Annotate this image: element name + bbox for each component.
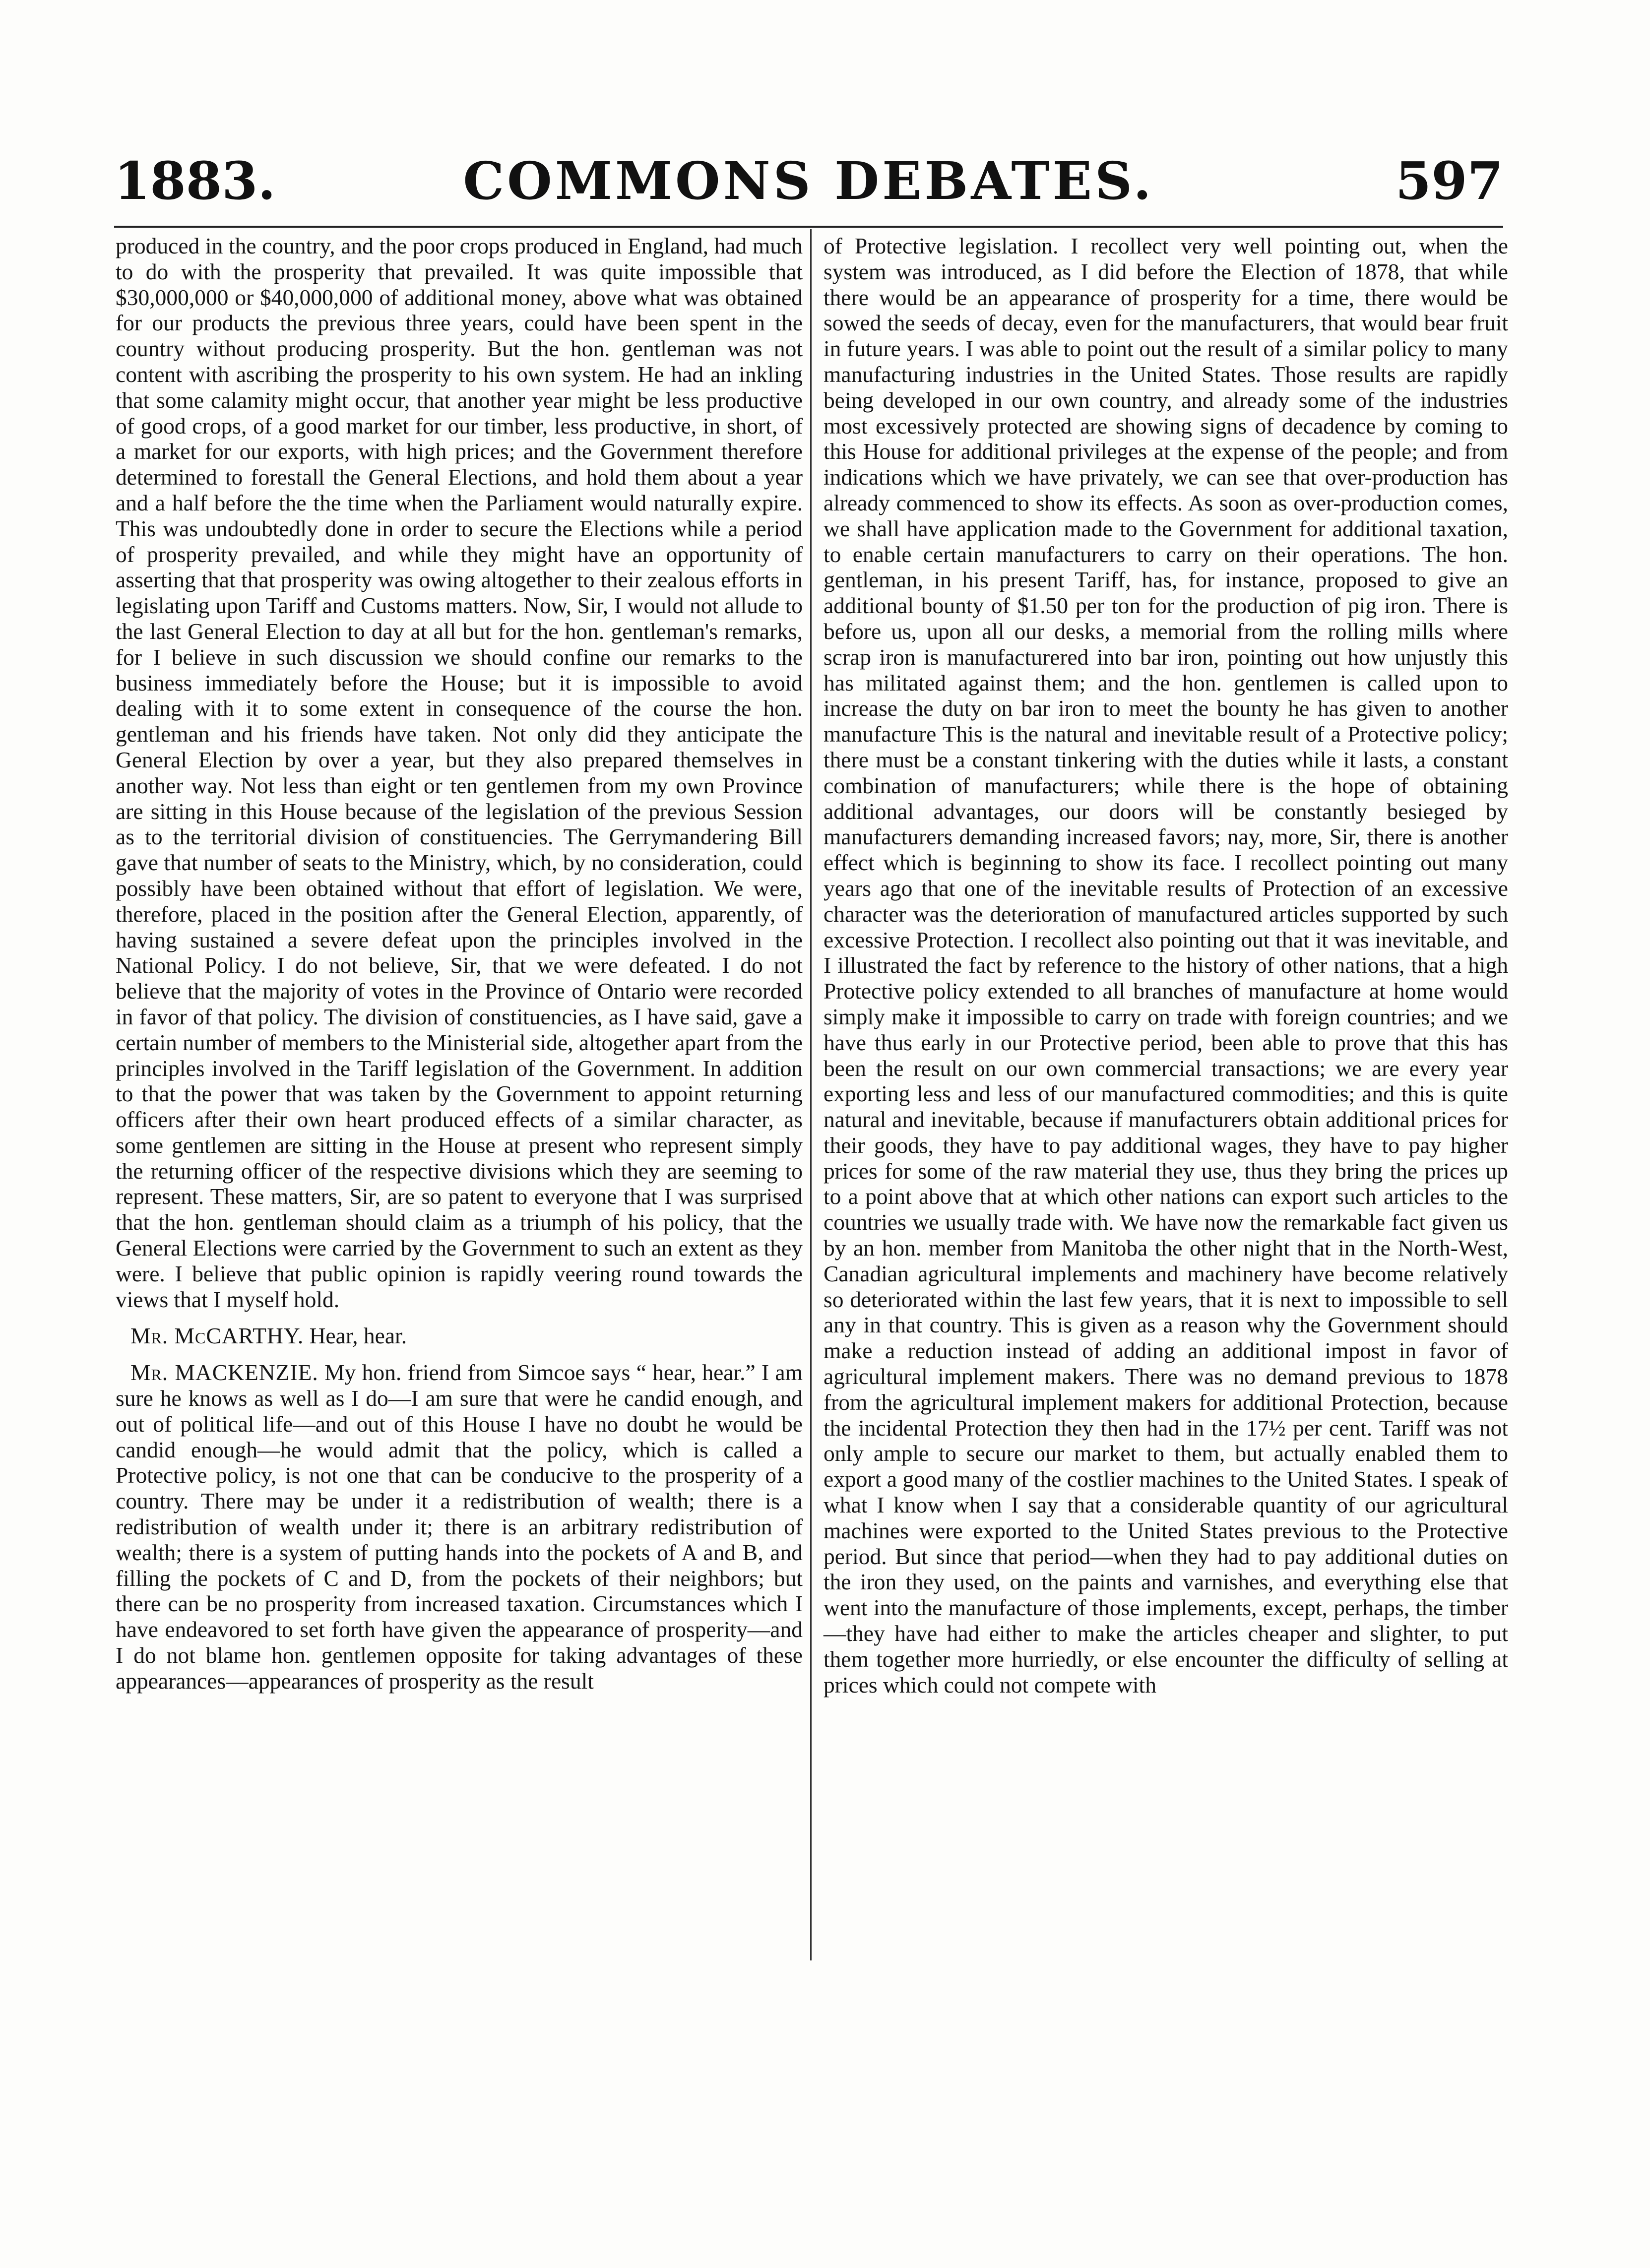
right-paragraph: of Protective legislation. I recollect very well pointing out, when the system was introduced, as I did before the Election of 1878, that while there would be an appearance of prosperity for a time, there would be sowed the seeds of decay, even for the manufacturers, that would bear fruit in future years. I was able to point out the result of a similar policy to many manufacturing industries in the United States. Those results are rapidly being developed in our own country, and already some of the industries most excessively protected are showing signs of decadence by coming to this House for additional privileges at the expense of the people; and from indications which we have privately, we can see that over-production has already commenced to show its effects. As soon as over-production comes, we shall have application made to the Government for additional taxation, to enable certain manufacturers to carry on their operations. The hon. gentleman, in his present Tariff, has, for instance, proposed to give an additional bounty of $1.50 per ton for the production of pig iron. There is before us, upon all our desks, a memorial from the rolling mills where scrap iron is manufacturered into bar iron, pointing out how unjustly this has militated against them; and the hon. gentlemen is called upon to increase the duty on bar iron to meet the bounty he has given to another manufacture This is the natural and inevitable result of a Protective policy; there must be a constant tinkering with the duties while it lasts, a constant combination of manufacturers; while there is the hope of obtaining additional advantages, our doors will be constantly besieged by manufacturers demanding increased favors; nay, more, Sir, there is another effect which is beginning to show its face. I recollect pointing out many years ago that one of the inevitable results of Protection of an excessive character was the deterioration of manufactured articles supported by such excessive Protection. I recollect also pointing out that it was inevitable, and I illustrated the fact by reference to the history of other nations, that a high Protective policy extended to all branches of manufacture at home would simply make it impossible to carry on trade with foreign countries; and we have thus early in our Protective period, been able to prove that this has been the result on our own commercial transactions; we are every year exporting less and less of our manufactured commodities; and this is quite natural and inevitable, because if manufacturers obtain additional prices for their goods, they have to pay additional wages, they have to pay higher prices for some of the raw material they use, thus they bring the prices up to a point above that at which other nations can export such articles to the countries we usually trade with. We have now the remarkable fact given us by an hon. member from Manitoba the other night that in the North-West, Canadian agricultural implements and machinery have become relatively so deteriorated within the last few years, that it is next to impossible to sell any in that country. This is given as a reason why the Government should make a reduction instead of adding an additional impost in favor of agricultural implement makers. There was no demand previous to 1878 from the agricultural implement makers for additional Protection, because the incidental Protection they then had in the 17½ per cent. Tariff was not only ample to secure our market to them, but actually enabled them to export a good many of the costlier machines to the United States. I speak of what I know when I say that a considerable quantity of our agricultural machines were exported to the United States previous to the Protective period. But since that period—when they had to pay additional duties on the iron they used, on the paints and varnishes, and everything else that went into the manufacture of those implements, except, perhaps, the timber—they have had either to make the articles cheaper and slighter, to put them together more hurriedly, or else encounter the difficulty of selling at prices which could not compete with	[824, 233, 1508, 1698]
speaker-name: Mr. McCARTHY.	[130, 1323, 304, 1349]
page-number: 597	[1395, 150, 1503, 211]
left-paragraph: produced in the country, and the poor crops produced in England, had much to do with the prosperity that prevailed. It was quite impossible that $30,000,000 or $40,000,000 of additional money, above what was obtained for our products the previous three years, could have been spent in the country without producing prosperity. But the hon. gentleman was not content with ascribing the prosperity to his own system. He had an inkling that some calamity might occur, that another year might be less productive of good crops, of a good market for our timber, less productive, in short, of a market for our exports, with high prices; and the Government therefore determined to forestall the General Elections, and hold them about a year and a half before the the time when the Parliament would naturally expire. This was undoubtedly done in order to secure the Elections while a period of prosperity prevailed, and while they might have an opportunity of asserting that that prosperity was owing altogether to their zealous efforts in legislating upon Tariff and Customs matters. Now, Sir, I would not allude to the last General Election to day at all but for the hon. gentleman's remarks, for I believe in such discussion we should confine our remarks to the business immediately before the House; but it is impossible to avoid dealing with it to some extent in consequence of the course the hon. gentleman and his friends have taken. Not only did they anticipate the General Election by over a year, but they also prepared themselves in another way. Not less than eight or ten gentlemen from my own Province are sitting in this House because of the legislation of the previous Session as to the territorial division of constituencies. The Gerrymandering Bill gave that number of seats to the Ministry, which, by no consideration, could possibly have been obtained without that effort of legislation. We were, therefore, placed in the position after the General Election, apparently, of having sustained a severe defeat upon the principles involved in the National Policy. I do not believe, Sir, that we were defeated. I do not believe that the majority of votes in the Province of Ontario were recorded in favor of that policy. The division of constituencies, as I have said, gave a certain number of members to the Ministerial side, altogether apart from the principles involved in the Tariff legislation of the Government. In addition to that the power that was taken by the Government to appoint returning officers after their own heart produced effects of a similar character, as some gentlemen are sitting in the House at present who represent simply the returning officer of the respective divisions which they are seeming to represent. These matters, Sir, are so patent to everyone that I was surprised that the hon. gentleman should claim as a triumph of his policy, that the General Elections were carried by the Government to such an extent as they were. I believe that public opinion is rapidly veering round towards the views that I myself hold.	[116, 233, 803, 1312]
speech-text: My hon. friend from Simcoe says “ hear, hear.” I am sure he knows as well as I do—I am sure that were he candid enough, and out of political life—and out of this House I have no doubt he would be candid enough—he would admit that the policy, which is called a Protective policy, is not one that can be conducive to the prosperity of a country. There may be under it a redistribution of wealth; there is a redistribution of wealth under it; there is an arbitrary redistribution of wealth; there is a system of putting hands into the pockets of A and B, and filling the pockets of C and D, from the pockets of their neighbors; but there can be no prosperity from increased taxation. Circumstances which I have endeavored to set forth have given the appearance of prosperity—and I do not blame hon. gentlemen opposite for taking advantages of these appearances—appearances of prosperity as the result	[116, 1360, 803, 1694]
left-column	[116, 233, 803, 1694]
speaker-name: Mr. MACKENZIE.	[130, 1360, 318, 1386]
header-rule	[114, 226, 1503, 228]
column-divider	[810, 229, 812, 1960]
header-title: COMMONS DEBATES.	[463, 150, 1154, 211]
page-header	[114, 149, 1503, 218]
speech-text: Hear, hear.	[309, 1323, 407, 1349]
header-year: 1883.	[114, 150, 276, 211]
right-column	[824, 233, 1508, 1698]
interjection-mccarthy	[116, 1323, 803, 1349]
speech-mackenzie	[116, 1360, 803, 1694]
